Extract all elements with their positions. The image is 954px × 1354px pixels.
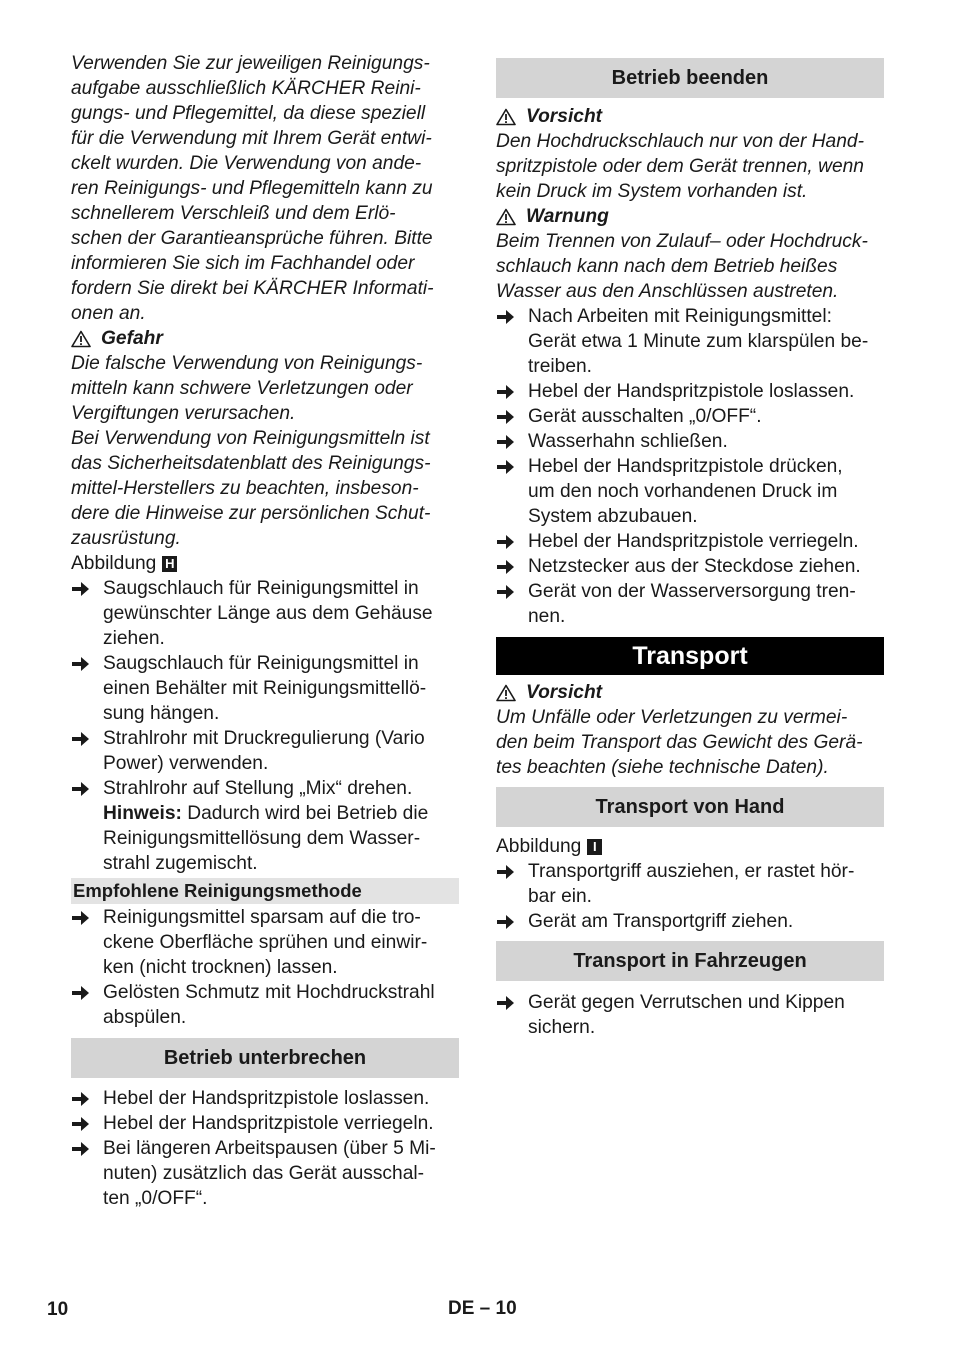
list-item-text: Netzstecker aus der Steckdose ziehen. <box>528 556 861 577</box>
note-label: Hinweis: <box>103 803 182 824</box>
arrow-right-icon <box>496 859 528 909</box>
danger-label: Gefahr <box>101 328 163 349</box>
method-heading: Empfohlene Reinigungsmethode <box>71 878 459 904</box>
list-item <box>71 651 459 726</box>
list-item <box>496 579 884 629</box>
arrow-right-icon <box>71 1111 103 1136</box>
list-item <box>71 1111 459 1136</box>
list-item <box>496 304 884 379</box>
list-item-text: Reinigungsmittel sparsam auf die tro- ckene Oberfläche sprühen und einwir- ken (nicht trocknen) lassen. <box>103 907 428 978</box>
warning-triangle-icon <box>71 330 91 348</box>
list-item-text: Hebel der Handspritzpistole loslassen. <box>103 1088 430 1109</box>
caution-text: Den Hochdruckschlauch nur von der Hand- spritzpistole oder dem Gerät trennen, wenn kein Druck im System vorhanden ist. <box>496 131 864 202</box>
list-item <box>496 379 884 404</box>
note-text: Dadurch wird bei Betrieb die Reinigungsmittellösung dem Wasser- strahl zugemischt. <box>103 803 429 874</box>
figure-reference-i <box>496 834 884 859</box>
caution-label: Vorsicht <box>526 106 603 127</box>
warning-text: Beim Trennen von Zulauf– oder Hochdruck- schlauch kann nach dem Betrieb heißes Wasser aus den Anschlüssen austreten. <box>496 231 868 302</box>
list-item <box>496 529 884 554</box>
figure-letter-badge: I <box>587 839 602 855</box>
hand-transport-heading: Transport von Hand <box>496 787 884 827</box>
arrow-right-icon <box>496 579 528 629</box>
end-operation-heading: Betrieb beenden <box>496 58 884 98</box>
list-item-text: Saugschlauch für Reinigungsmittel in gewünschter Länge aus dem Gehäuse ziehen. <box>103 578 433 649</box>
figure-label: Abbildung <box>496 836 582 857</box>
list-item-text: Hebel der Handspritzpistole loslassen. <box>528 381 855 402</box>
intro-paragraph: Verwenden Sie zur jeweiligen Reinigungs- aufgabe ausschließlich KÄRCHER Reini- gungs- und Pflegemittel, da diese speziell für die Verwendung mit Ihrem Gerät entwi- ckelt wurden. Die Verwendung von ande- ren Reinigungs- und Pflegemitteln kann zu schnellerem Verschleiß und dem Erlö- schen der Garantieansprüche führen. Bitte informieren Sie sich im Fachhandel oder fordern Sie direkt bei KÄRCHER Informati- onen an. <box>71 53 434 324</box>
list-item <box>71 1086 459 1111</box>
list-item <box>71 905 459 980</box>
caution-heading <box>496 104 884 129</box>
figure-reference-h <box>71 551 459 576</box>
list-item <box>71 980 459 1030</box>
arrow-right-icon <box>71 651 103 726</box>
right-column <box>496 58 884 1040</box>
page-number: 10 <box>47 1299 69 1320</box>
list-item <box>71 576 459 651</box>
list-item-text: Hebel der Handspritzpistole verriegeln. <box>103 1113 434 1134</box>
list-item-text: Gerät gegen Verrutschen und Kippen sichern. <box>528 992 845 1038</box>
list-item-text: Gelösten Schmutz mit Hochdruckstrahl abspülen. <box>103 982 435 1028</box>
list-item <box>496 554 884 579</box>
list-item-text: Gerät am Transportgriff ziehen. <box>528 911 794 932</box>
figure-letter-badge: H <box>162 556 177 572</box>
page-code: DE – 10 <box>448 1298 517 1319</box>
arrow-right-icon <box>71 1136 103 1211</box>
list-item <box>496 404 884 429</box>
figure-label: Abbildung <box>71 553 157 574</box>
transport-caution-heading <box>496 680 884 705</box>
danger-heading <box>71 326 459 351</box>
transport-caution-text: Um Unfälle oder Verletzungen zu vermei- den beim Transport das Gewicht des Gerä- tes beachten (siehe technische Daten). <box>496 707 863 778</box>
list-item <box>496 454 884 529</box>
arrow-right-icon <box>496 429 528 454</box>
list-item-text: Saugschlauch für Reinigungsmittel in einen Behälter mit Reinigungsmittellö- sung hängen. <box>103 653 427 724</box>
list-item-text: Hebel der Handspritzpistole drücken, um den noch vorhandenen Druck im System abzubauen. <box>528 456 843 527</box>
danger-text-1: Die falsche Verwendung von Reinigungs- mitteln kann schwere Verletzungen oder Vergiftungen verursachen. <box>71 353 423 424</box>
list-item <box>71 1136 459 1211</box>
list-item-main: Strahlrohr auf Stellung „Mix“ drehen. <box>103 778 413 799</box>
transport-heading: Transport <box>496 637 884 675</box>
arrow-right-icon <box>496 990 528 1040</box>
arrow-right-icon <box>496 379 528 404</box>
arrow-right-icon <box>71 980 103 1030</box>
list-item-text: Hebel der Handspritzpistole verriegeln. <box>528 531 859 552</box>
list-item-text: Wasserhahn schließen. <box>528 431 728 452</box>
warning-triangle-icon <box>496 108 516 126</box>
arrow-right-icon <box>71 776 103 876</box>
arrow-right-icon <box>496 454 528 529</box>
list-item <box>71 776 459 876</box>
arrow-right-icon <box>496 404 528 429</box>
list-item-text: Strahlrohr mit Druckregulierung (Vario Power) verwenden. <box>103 728 425 774</box>
list-item <box>496 429 884 454</box>
list-item <box>496 990 884 1040</box>
arrow-right-icon <box>71 726 103 776</box>
list-item-text: Gerät von der Wasserversorgung tren- nen. <box>528 581 856 627</box>
list-item-text <box>103 776 459 876</box>
transport-caution-label: Vorsicht <box>526 682 603 703</box>
arrow-right-icon <box>71 576 103 651</box>
arrow-right-icon <box>496 529 528 554</box>
arrow-right-icon <box>496 304 528 379</box>
danger-text-2: Bei Verwendung von Reinigungsmitteln ist das Sicherheitsdatenblatt des Reinigungs- mittel-Herstellers zu beachten, insbeson- dere die Hinweise zur persönlichen Schut- zausrüstung. <box>71 428 431 549</box>
arrow-right-icon <box>71 905 103 980</box>
arrow-right-icon <box>496 554 528 579</box>
vehicle-transport-heading: Transport in Fahrzeugen <box>496 941 884 981</box>
list-item-text: Nach Arbeiten mit Reinigungsmittel: Gerät etwa 1 Minute zum klarspülen be- treiben. <box>528 306 869 377</box>
list-item <box>496 909 884 934</box>
list-item <box>496 859 884 909</box>
warning-triangle-icon <box>496 684 516 702</box>
interrupt-heading: Betrieb unterbrechen <box>71 1038 459 1078</box>
list-item <box>71 726 459 776</box>
list-item-text: Gerät ausschalten „0/OFF“. <box>528 406 762 427</box>
warning-label: Warnung <box>526 206 609 227</box>
list-item-text: Bei längeren Arbeitspausen (über 5 Mi- nuten) zusätzlich das Gerät ausschal- ten „0/OFF“. <box>103 1138 436 1209</box>
list-item-text: Transportgriff ausziehen, er rastet hör- bar ein. <box>528 861 855 907</box>
warning-triangle-icon <box>496 208 516 226</box>
warning-heading <box>496 204 884 229</box>
arrow-right-icon <box>496 909 528 934</box>
left-column <box>71 51 459 1211</box>
arrow-right-icon <box>71 1086 103 1111</box>
